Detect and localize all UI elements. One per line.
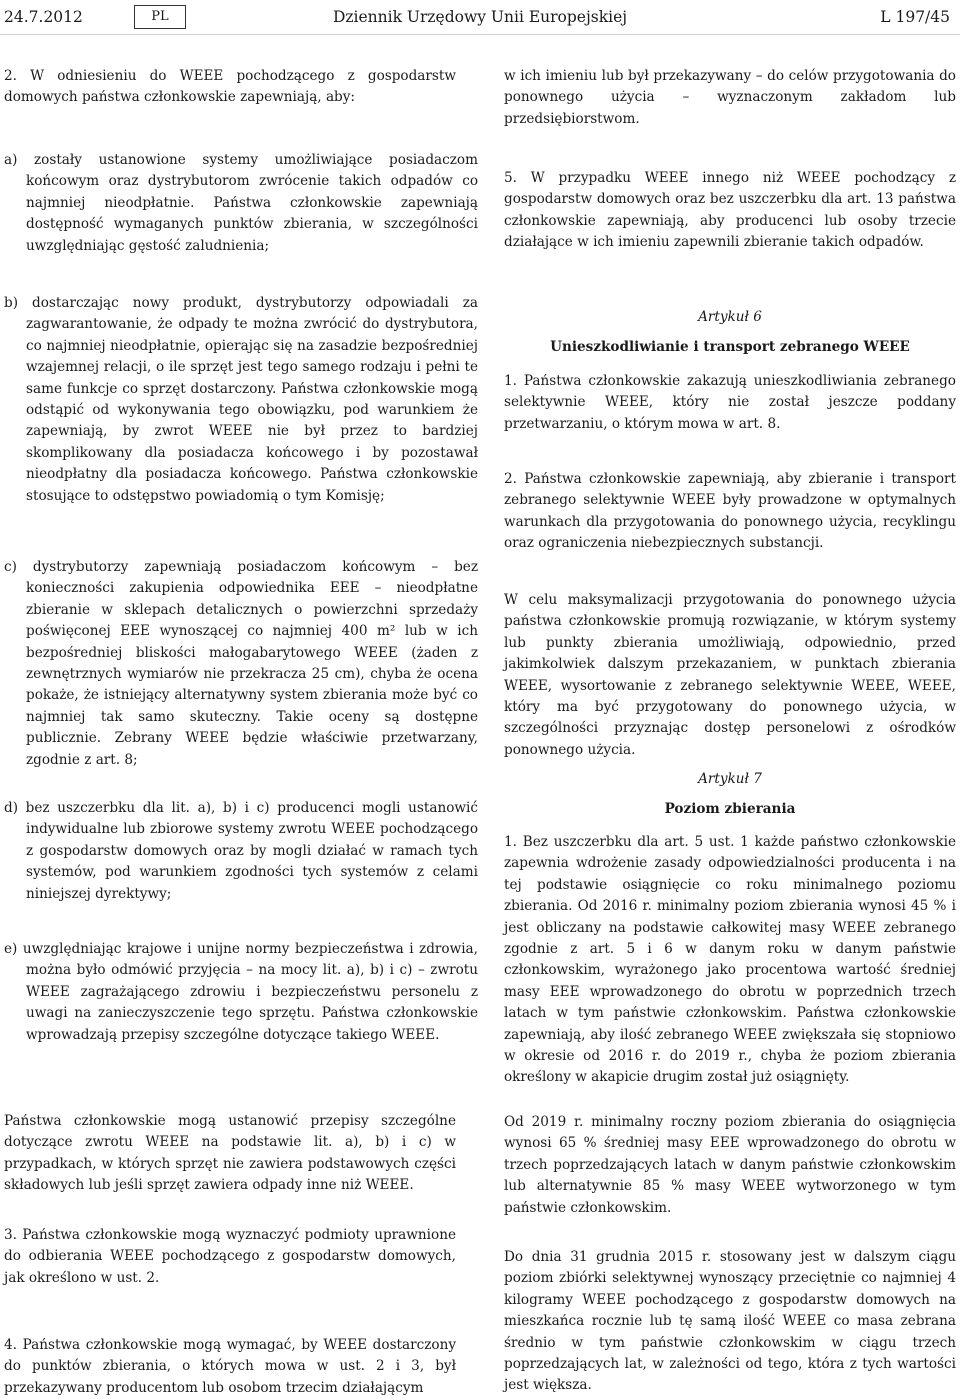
paragraph-3: 3. Państwa członkowskie mogą wyznaczyć podmioty uprawnione do odbierania WEEE pochodzącego z gospodarstw domowych, jak określono w ust. 2. <box>4 1227 456 1286</box>
item-b: b) dostarczając nowy produkt, dystrybutorzy odpowiadali za zagwarantowanie, że odpady te można zwrócić do dystrybutora, co najmniej nieodpłatnie, opierając się na zasadzie bezpośredniej wzajemnej relacji, o ile sprzęt jest tego samego rodzaju i pełni te same funkcje co sprzęt dostarczony. Państwa członkowskie mogą odstąpić od wykonywania tego obowiązku, pod warunkiem że zapewniają, by zwrot WEEE nie był przez to bardziej skomplikowany dla posiadacza końcowego i by pozostawał nieodpłatny dla posiadacza końcowego. Państwa członkowskie stosujące to odstępstwo powiadomią o tym Komisję; <box>4 295 478 504</box>
paragraph-4-continued: w ich imieniu lub był przekazywany – do celów przygotowania do ponownego użycia – wyznaczonym zakładom lub przedsiębiorstwom. <box>504 68 956 127</box>
journal-title: Dziennik Urzędowy Unii Europejskiej <box>332 8 628 26</box>
article-7-paragraph-1: 1. Bez uszczerbku dla art. 5 ust. 1 każde państwo członkowskie zapewnia wdrożenie zasady odpowiedzialności producenta i na tej podstawie osiągnięcie co roku minimalnego poziomu zbierania. Od 2016 r. minimalny poziom zbierania wynosi 45 % i jest obliczany na podstawie całkowitej masy WEEE zebranego zgodnie z art. 5 i 6 w danym roku w danym państwie członkowskim, wyrażonego jako procentowa wartość średniej masy EEE wprowadzonego do obrotu w poprzednich trzech latach w tym państwie członkowskim. Państwa członkowskie zapewniają, aby ilość zebranego WEEE zwiększała się stopniowo w okresie od 2016 r. do 2019 r., chyba że poziom zbierania określony w akapicie drugim został już osiągnięty. <box>504 834 956 1086</box>
language-badge: PL <box>134 5 186 29</box>
article-6-paragraph-1: 1. Państwa członkowskie zakazują unieszkodliwiania zebranego selektywnie WEEE, który nie został jeszcze poddany przetwarzaniu, o którym mowa w art. 8. <box>504 373 956 432</box>
item-a: a) zostały ustanowione systemy umożliwiające posiadaczom końcowym oraz dystrybutorom zwrócenie takich odpadów co najmniej nieodpłatnie. Państwa członkowskie zapewniają dostępność wymaganych punktów zbierania, w szczególności uwzględniając gęstość zaludnienia; <box>4 152 478 254</box>
paragraph-2-intro: 2. W odniesieniu do WEEE pochodzącego z gospodarstw domowych państwa członkowskie zapewniają, aby: <box>4 68 456 106</box>
article-7-title: Poziom zbierania <box>664 801 796 817</box>
publication-date: 24.7.2012 <box>4 8 83 26</box>
article-6-paragraph-2: 2. Państwa członkowskie zapewniają, aby zbieranie i transport zebranego selektywnie WEEE były prowadzone w optymalnych warunkach dla przygotowania do ponownego użycia, recyklingu oraz ograniczenia niebezpiecznych substancji. <box>504 471 956 552</box>
page-header <box>0 0 960 35</box>
article-7-paragraph-2: Od 2019 r. minimalny roczny poziom zbierania do osiągnięcia wynosi 65 % średniej masy EEE wprowadzonego do obrotu w trzech poprzedzających latach w danym państwie członkowskim lub alternatywnie 85 % masy WEEE wytworzonego w tym państwie członkowskim. <box>504 1114 956 1216</box>
paragraph-4: 4. Państwa członkowskie mogą wymagać, by WEEE dostarczony do punktów zbierania, o których mowa w ust. 2 i 3, był przekazywany producentom lub osobom trzecim działającym <box>4 1337 456 1396</box>
article-6-paragraph-3: W celu maksymalizacji przygotowania do ponownego użycia państwa członkowskie promują rozwiązanie, w którym systemy lub punkty zbierania umożliwiają, odpowiednio, przed jakimkolwiek dalszym przekazaniem, w punktach zbierania WEEE, wysortowanie z zebranego selektywnie WEEE, WEEE, który ma być przygotowany do ponownego użycia, w szczególności przyznając dostęp personelowi z ośrodków ponownego użycia. <box>504 592 956 758</box>
article-7-number: Artykuł 7 <box>698 771 762 787</box>
item-e: e) uwzględniając krajowe i unijne normy bezpieczeństwa i zdrowia, można było odmówić przyjęcia – na mocy lit. a), b) i c) – zwrotu WEEE zagrażającego zdrowiu i bezpieczeństwu personelu z uwagi na zanieczyszczenie tego sprzętu. Państwa członkowskie wprowadzają przepisy szczególne dotyczące takiego WEEE. <box>4 941 478 1043</box>
article-6-number: Artykuł 6 <box>698 309 762 325</box>
article-7-paragraph-3: Do dnia 31 grudnia 2015 r. stosowany jest w dalszym ciągu poziom zbiórki selektywnej wynoszący przeciętnie co najmniej 4 kilogramy WEEE pochodzącego z gospodarstw domowych na mieszkańca rocznie lub tę samą ilość WEEE co masa zebrana średnio w tym państwie członkowskim w ciągu trzech poprzedzających lat, w zależności od tego, która z tych wartości jest większa. <box>504 1249 956 1394</box>
item-c: c) dystrybutorzy zapewniają posiadaczom końcowym – bez konieczności zakupienia odpowiednika EEE – nieodpłatne zbieranie w sklepach detalicznych o powierzchni sprzedaży poświęconej EEE wynoszącej co najmniej 400 m² lub w ich bezpośredniej bliskości małogabarytowego WEEE (żaden z zewnętrznych wymiarów nie przekracza 25 cm), chyba że ocena pokaże, że istniejący alternatywny system zbierania może być co najmniej tak samo skuteczny. Takie oceny są dostępne publicznie. Zebrany WEEE będzie właściwie przetwarzany, zgodnie z art. 8; <box>4 559 478 768</box>
item-d: d) bez uszczerbku dla lit. a), b) i c) producenci mogli ustanowić indywidualne lub zbiorowe systemy zwrotu WEEE pochodzącego z gospodarstw domowych oraz by mogli działać w ramach tych systemów, pod warunkiem zgodności tych systemów z celami niniejszej dyrektywy; <box>4 800 478 902</box>
page-reference: L 197/45 <box>880 8 950 26</box>
paragraph-special-rules: Państwa członkowskie mogą ustanowić przepisy szczególne dotyczące zwrotu WEEE na podstawie lit. a), b) i c) w przypadkach, w których sprzęt nie zawiera podstawowych części składowych lub jeśli sprzęt zawiera odpady inne niż WEEE. <box>4 1113 456 1194</box>
article-6-title: Unieszkodliwianie i transport zebranego WEEE <box>550 339 910 355</box>
paragraph-5: 5. W przypadku WEEE innego niż WEEE pochodzący z gospodarstw domowych oraz bez uszczerbku dla art. 13 państwa członkowskie zapewniają, aby producenci lub osoby trzecie działające w ich imieniu zapewnili zbieranie takich odpadów. <box>504 170 956 251</box>
